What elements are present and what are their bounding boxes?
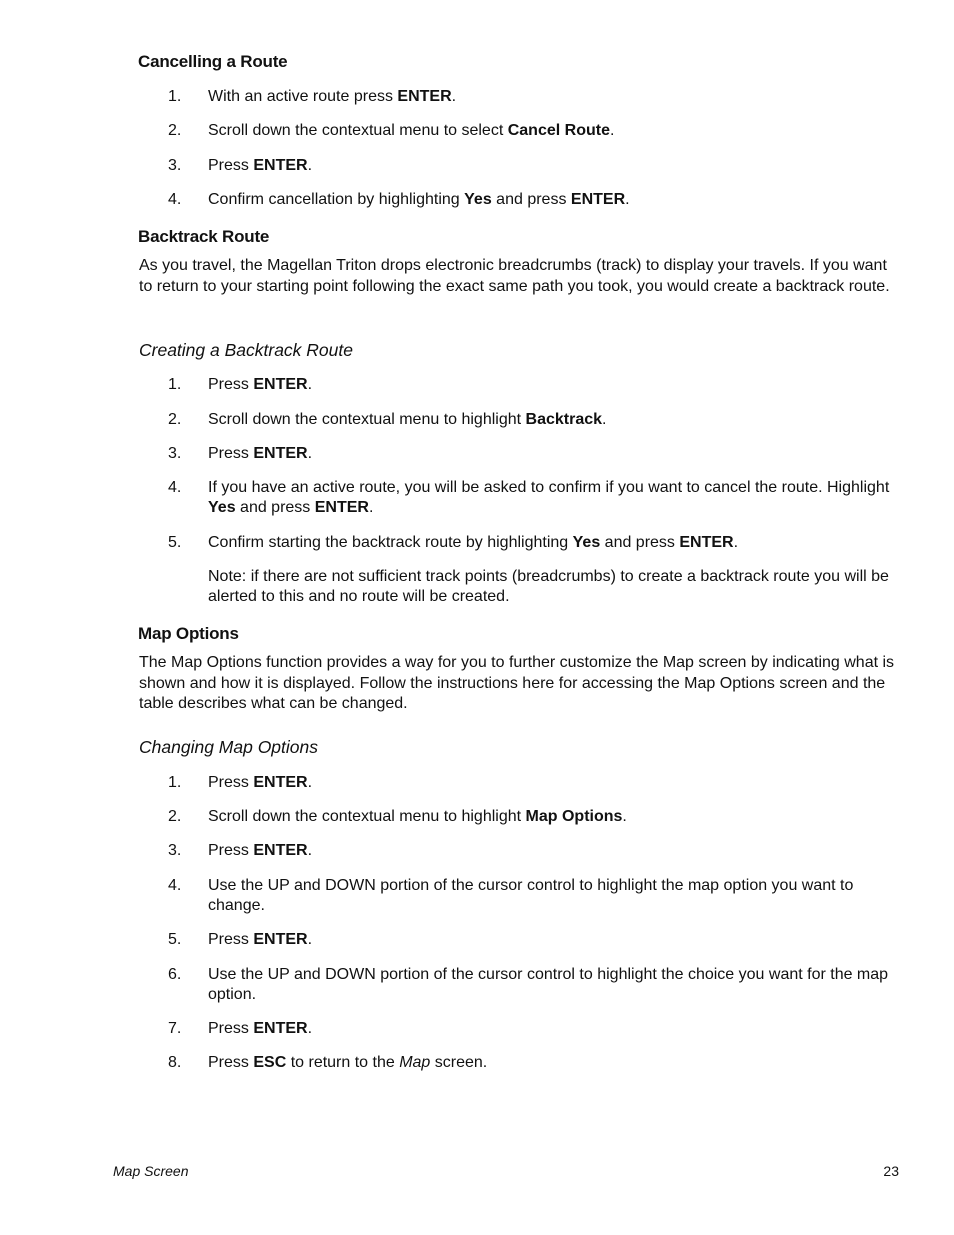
step-text: Press ENTER. xyxy=(208,774,313,791)
step-number: 7. xyxy=(168,1020,182,1037)
step-text: Press ENTER. xyxy=(208,376,313,393)
step-text: Scroll down the contextual menu to select Cancel Route. xyxy=(208,122,615,139)
step-number: 3. xyxy=(168,445,182,462)
step-text: Press ESC to return to the Map screen. xyxy=(208,1054,488,1071)
backtrack-paragraph: As you travel, the Magellan Triton drops electronic breadcrumbs (track) to display your travels. If you want to return to your starting point following the exact same path you took, you would create a backtrack route. xyxy=(139,257,890,295)
step-number: 2. xyxy=(168,122,182,139)
step-text: Scroll down the contextual menu to highlight Map Options. xyxy=(208,808,627,825)
step-text: Confirm cancellation by highlighting Yes and press ENTER. xyxy=(208,191,630,208)
subheading-creating-backtrack: Creating a Backtrack Route xyxy=(139,340,353,360)
step-text: Press ENTER. xyxy=(208,445,313,462)
subheading-changing-map-options: Changing Map Options xyxy=(139,737,318,757)
step-number: 5. xyxy=(168,534,182,551)
footer-page-number: 23 xyxy=(883,1163,899,1179)
step-number: 3. xyxy=(168,842,182,859)
map-options-paragraph: The Map Options function provides a way for you to further customize the Map screen by indicating what is shown and how it is displayed. Follow the instructions here for accessing the Map Options screen and the table describes what can be changed. xyxy=(139,654,895,712)
step-number: 8. xyxy=(168,1054,182,1071)
step-text: Press ENTER. xyxy=(208,931,313,948)
section-heading-backtrack-route: Backtrack Route xyxy=(138,227,270,246)
backtrack-note: Note: if there are not sufficient track points (breadcrumbs) to create a backtrack route you will be alerted to this and no route will be created. xyxy=(208,568,889,605)
step-number: 5. xyxy=(168,931,182,948)
step-number: 3. xyxy=(168,157,182,174)
step-number: 1. xyxy=(168,88,182,105)
step-number: 4. xyxy=(168,191,182,208)
step-number: 2. xyxy=(168,411,182,428)
step-text: Press ENTER. xyxy=(208,842,313,859)
step-text: Use the UP and DOWN portion of the cursor control to highlight the map option you want to change. xyxy=(208,877,854,914)
step-number: 4. xyxy=(168,877,182,894)
step-number: 1. xyxy=(168,774,182,791)
section-heading-map-options: Map Options xyxy=(138,624,239,643)
step-text: With an active route press ENTER. xyxy=(208,88,457,105)
step-number: 1. xyxy=(168,376,182,393)
step-text: If you have an active route, you will be asked to confirm if you want to cancel the route. Highlight Yes and press ENTER. xyxy=(208,479,890,516)
step-number: 2. xyxy=(168,808,182,825)
step-number: 6. xyxy=(168,966,182,983)
step-text: Confirm starting the backtrack route by highlighting Yes and press ENTER. xyxy=(208,534,739,551)
step-text: Use the UP and DOWN portion of the cursor control to highlight the choice you want for the map option. xyxy=(208,966,889,1003)
step-text: Press ENTER. xyxy=(208,1020,313,1037)
step-text: Scroll down the contextual menu to highlight Backtrack. xyxy=(208,411,607,428)
step-text: Press ENTER. xyxy=(208,157,313,174)
section-heading-cancelling-route: Cancelling a Route xyxy=(138,52,288,71)
step-number: 4. xyxy=(168,479,182,496)
footer-section-name: Map Screen xyxy=(113,1163,189,1179)
